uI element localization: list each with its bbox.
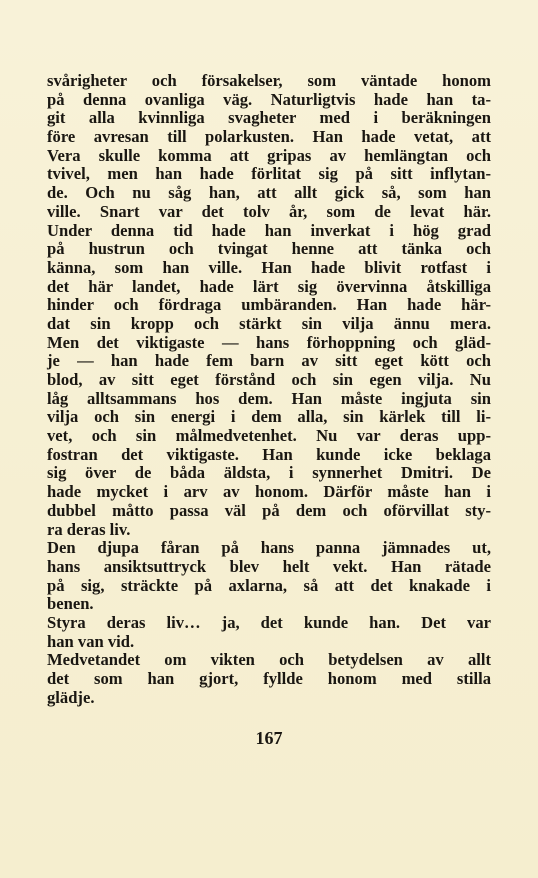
text-line: glädje. (47, 687, 95, 707)
text-line: je — han hade fem barn av sitt eget kött och (47, 351, 491, 371)
text-line: sig över de båda äldsta, i synnerhet Dmitri. De (47, 463, 491, 483)
text-line: svårigheter och försakelser, som väntade honom (47, 71, 491, 90)
text-line: Vera skulle komma att gripas av hemlängtan och (47, 145, 491, 165)
text-line: tvivel, men han hade förlitat sig på sitt inflytan- (47, 164, 491, 184)
text-line: han van vid. (47, 631, 135, 651)
page-number: 167 (255, 728, 283, 748)
text-line: det som han gjort, fyllde honom med stilla (47, 669, 491, 688)
text-line: ville. Snart var det tolv år, som de levat här. (47, 201, 491, 221)
text-line: git alla kvinnliga svagheter med i beräkningen (47, 108, 491, 128)
text-line: Medvetandet om vikten och betydelsen av allt (47, 650, 491, 670)
text-line: på denna ovanliga väg. Naturligtvis hade han ta- (47, 89, 491, 109)
text-line: blod, av sitt eget förstånd och sin egen vilja. Nu (47, 370, 491, 389)
text-line: låg alltsammans hos dem. Han måste ingjuta sin (47, 388, 491, 408)
text-line: det här landet, hade lärt sig övervinna åtskilliga (47, 276, 491, 296)
text-line: hade mycket i arv av honom. Därför måste han i (47, 482, 491, 502)
text-line: Styra deras liv… ja, det kunde han. Det var (47, 612, 491, 632)
text-line: Under denna tid hade han inverkat i hög grad (47, 220, 491, 240)
text-line: ra deras liv. (47, 519, 131, 539)
text-line: på hustrun och tvingat henne att tänka och (47, 239, 491, 259)
text-line: vilja och sin energi i dem alla, sin kärlek till li- (47, 407, 491, 427)
text-line: hans ansiktsuttryck blev helt vekt. Han rätade (47, 556, 491, 576)
text-line: dubbel måtto passa väl på dem och oförvillat sty- (47, 500, 491, 520)
text-line: hinder och fördraga umbäranden. Han hade här- (47, 295, 491, 315)
text-line: vet, och sin målmedvetenhet. Nu var deras upp- (47, 426, 491, 446)
text-line: fostran det viktigaste. Han kunde icke beklaga (47, 444, 491, 464)
text-line: på sig, sträckte på axlarna, så att det knakade i (47, 575, 491, 595)
text-line: Men det viktigaste — hans förhoppning och gläd- (47, 332, 491, 352)
text-line: känna, som han ville. Han hade blivit rotfast i (47, 257, 491, 277)
text-line: dat sin kropp och stärkt sin vilja ännu mera. (47, 313, 491, 333)
text-line: benen. (47, 594, 94, 614)
body-text (47, 72, 491, 707)
text-line: före avresan till polarkusten. Han hade vetat, att (47, 127, 491, 147)
text-line: de. Och nu såg han, att allt gick så, som han (47, 183, 491, 203)
text-line: Den djupa fåran på hans panna jämnades ut, (47, 538, 491, 558)
